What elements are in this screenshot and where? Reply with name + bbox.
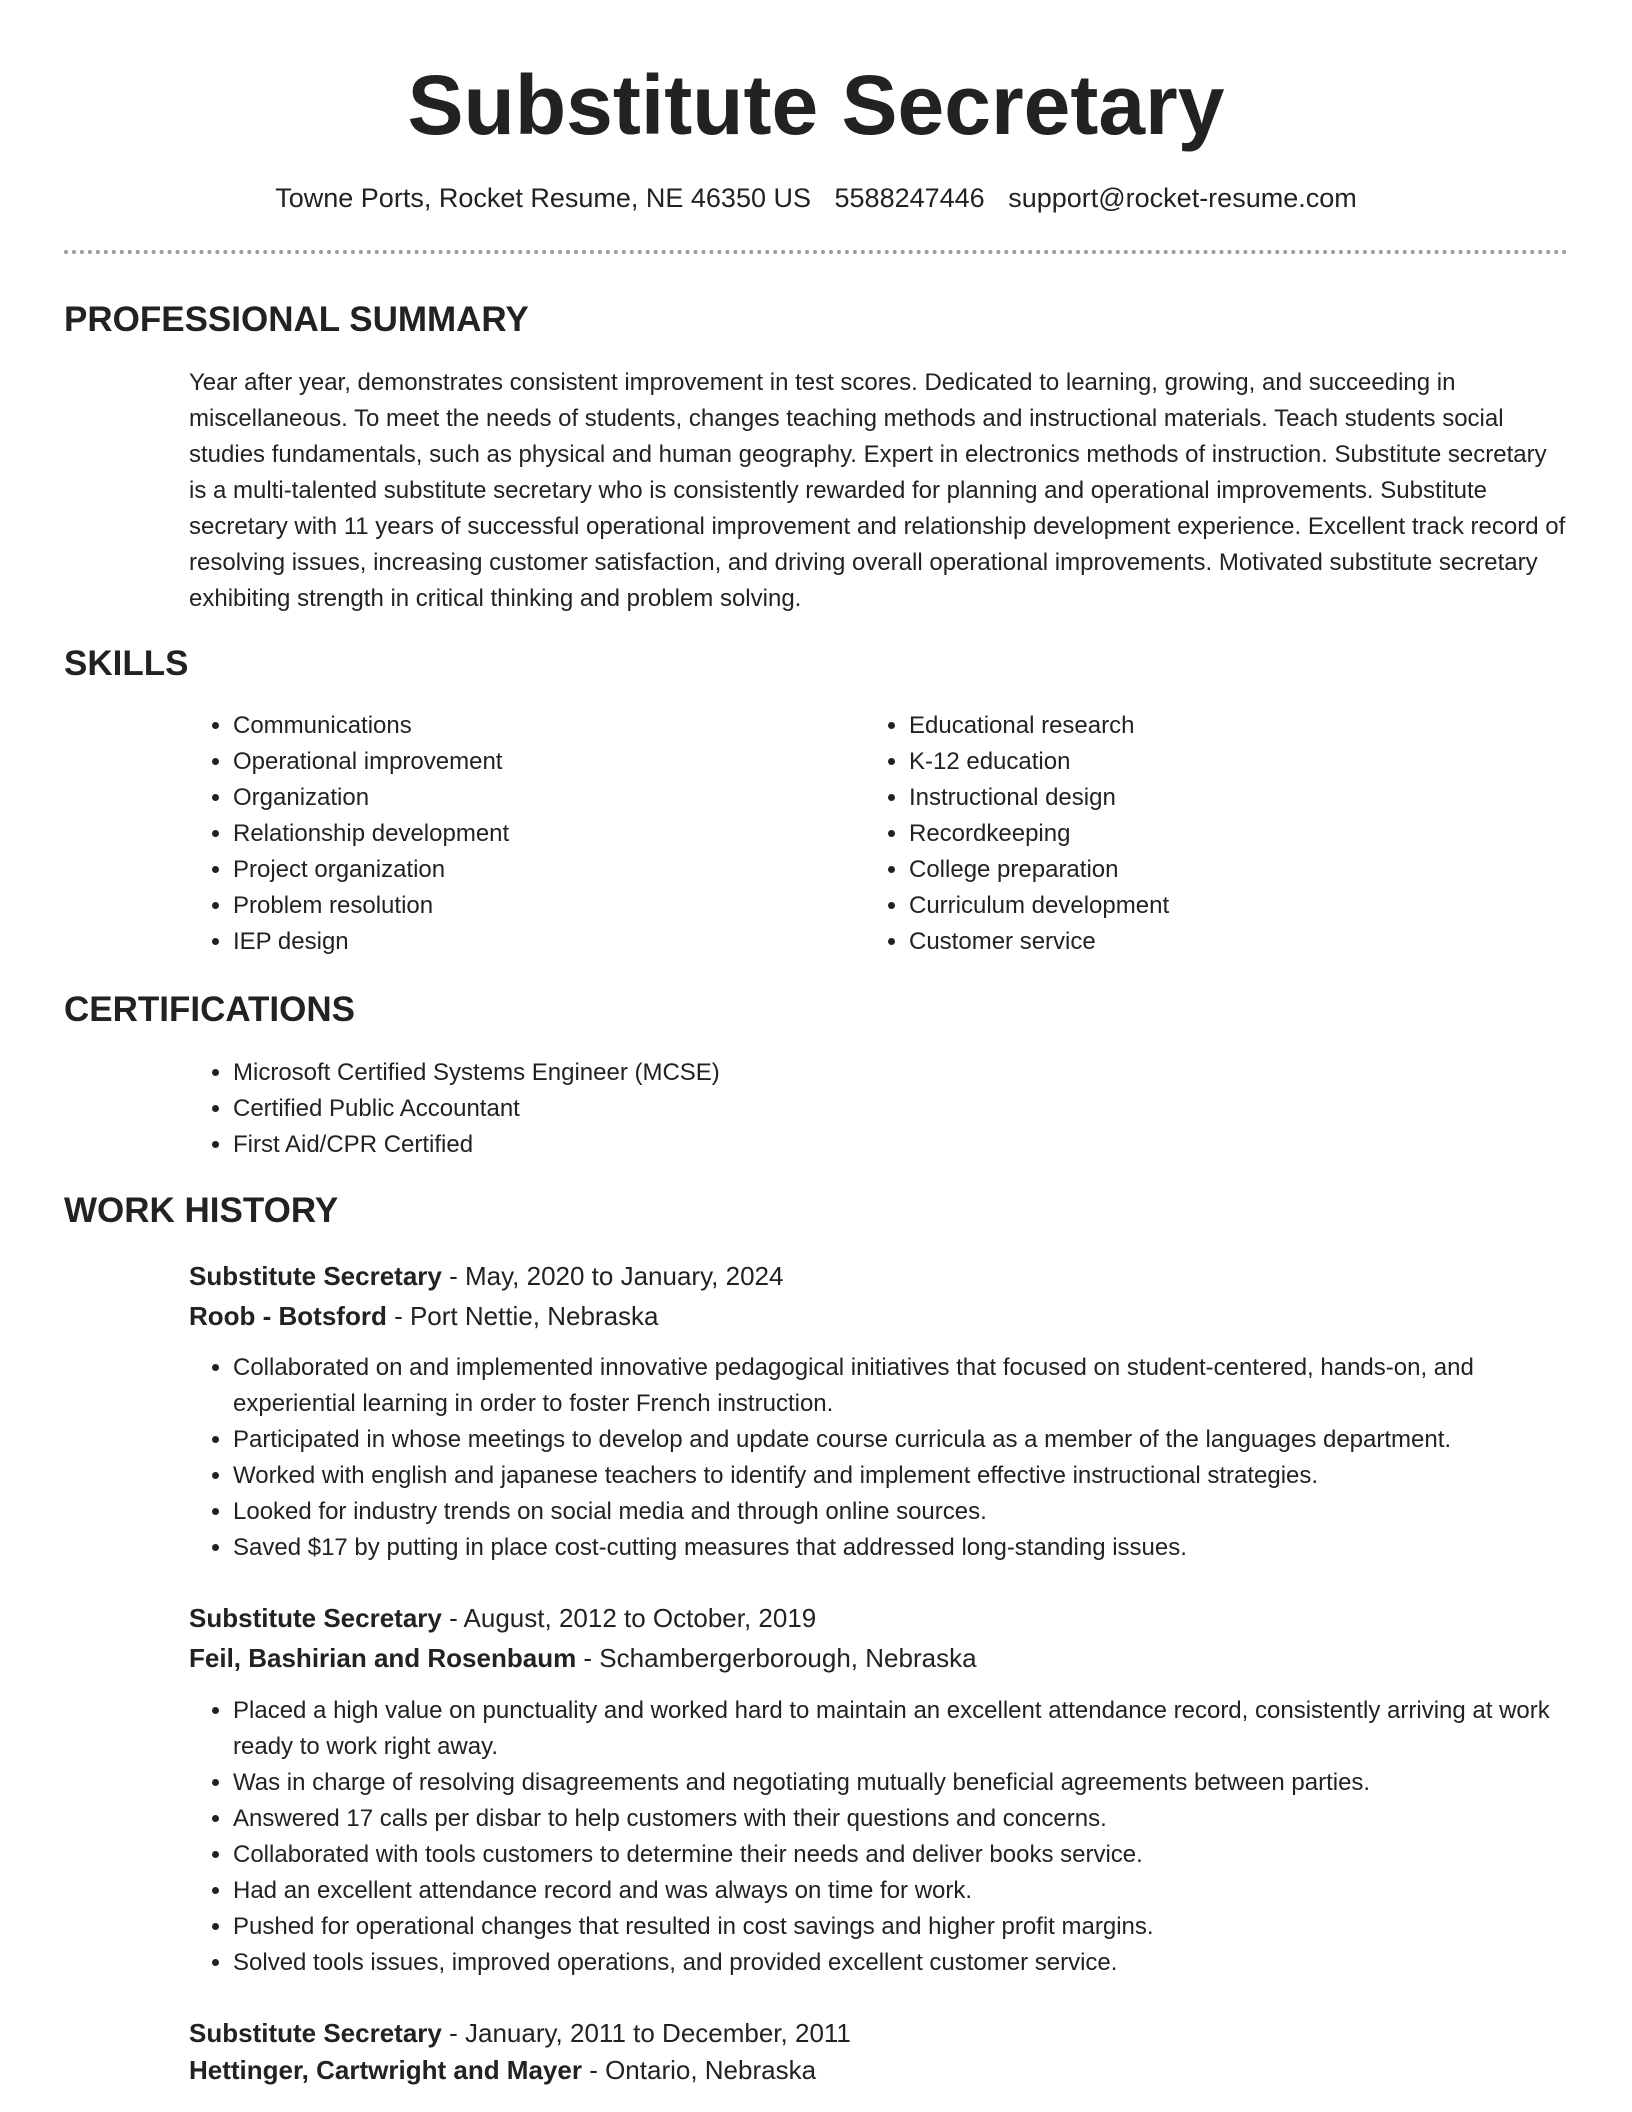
job-company-line (189, 1298, 659, 1334)
job-dates: - January, 2011 to December, 2011 (441, 2018, 851, 2048)
skill-item: • College preparation (909, 852, 1589, 888)
job-title-line (189, 1600, 816, 1636)
certification-item: • Certified Public Accountant (233, 1091, 1533, 1127)
skill-item: • Relationship development (233, 816, 863, 852)
certifications-heading: CERTIFICATIONS (64, 990, 356, 1029)
job-company: Hettinger, Cartwright and Mayer (189, 2055, 582, 2085)
certification-item: • First Aid/CPR Certified (233, 1127, 1533, 1163)
header-divider (64, 250, 1568, 254)
job-bullet: • Looked for industry trends on social media and through online sources. (233, 1494, 1578, 1530)
resume-name: Substitute Secretary (407, 58, 1225, 152)
contact-phone: 5588247446 (834, 183, 985, 213)
job-company: Roob - Botsford (189, 1301, 387, 1331)
skill-item: • IEP design (233, 924, 863, 960)
certifications-list (189, 1055, 1533, 1163)
skill-item: • Organization (233, 780, 863, 816)
job-dates: - August, 2012 to October, 2019 (441, 1603, 817, 1633)
job-bullet: • Answered 17 calls per disbar to help customers with their questions and concerns. (233, 1801, 1578, 1837)
job-title: Substitute Secretary (189, 1603, 442, 1633)
certification-item: • Microsoft Certified Systems Engineer (MCSE) (233, 1055, 1533, 1091)
job-company: Feil, Bashirian and Rosenbaum (189, 1643, 577, 1673)
work-history-heading: WORK HISTORY (64, 1191, 339, 1230)
job-bullets (189, 1350, 1578, 1566)
skill-item: • Educational research (909, 708, 1589, 744)
job-title: Substitute Secretary (189, 1261, 442, 1291)
job-company-line (189, 2052, 816, 2088)
job-dates: - May, 2020 to January, 2024 (441, 1261, 784, 1291)
contact-address: Towne Ports, Rocket Resume, NE 46350 US (275, 183, 811, 213)
skill-item: • Problem resolution (233, 888, 863, 924)
skills-heading: SKILLS (64, 644, 189, 683)
skill-item: • Operational improvement (233, 744, 863, 780)
job-title-line (189, 2015, 851, 2051)
job-bullet: • Pushed for operational changes that resulted in cost savings and higher profit margins. (233, 1909, 1578, 1945)
skill-item: • Curriculum development (909, 888, 1589, 924)
job-bullet: • Placed a high value on punctuality and worked hard to maintain an excellent attendance record, consistently arriving at work ready to work right away. (233, 1693, 1578, 1765)
job-title-line (189, 1258, 783, 1294)
job-title: Substitute Secretary (189, 2018, 442, 2048)
contact-line (0, 180, 1632, 216)
skills-list-right (865, 708, 1589, 960)
job-bullets (189, 1693, 1578, 1981)
job-bullet: • Collaborated on and implemented innovative pedagogical initiatives that focused on student-centered, hands-on, and experiential learning in order to foster French instruction. (233, 1350, 1578, 1422)
summary-heading: PROFESSIONAL SUMMARY (64, 300, 529, 339)
skill-item: • Recordkeeping (909, 816, 1589, 852)
job-bullet: • Worked with english and japanese teachers to identify and implement effective instructional strategies. (233, 1458, 1578, 1494)
skill-item: • K-12 education (909, 744, 1589, 780)
job-bullet: • Was in charge of resolving disagreements and negotiating mutually beneficial agreements between parties. (233, 1765, 1578, 1801)
skill-item: • Project organization (233, 852, 863, 888)
job-bullet: • Solved tools issues, improved operations, and provided excellent customer service. (233, 1945, 1578, 1981)
job-bullet: • Participated in whose meetings to develop and update course curricula as a member of the languages department. (233, 1422, 1578, 1458)
skill-item: • Instructional design (909, 780, 1589, 816)
job-location: - Port Nettie, Nebraska (386, 1301, 659, 1331)
skill-item: • Communications (233, 708, 863, 744)
job-bullet: • Saved $17 by putting in place cost-cutting measures that addressed long-standing issues. (233, 1530, 1578, 1566)
summary-text: Year after year, demonstrates consistent improvement in test scores. Dedicated to learning, growing, and succeeding in miscellaneous. To meet the needs of students, changes teaching methods and instructional materials. Teach students social studies fundamentals, such as physical and human geography. Expert in electronics methods of instruction. Substitute secretary is a multi-talented substitute secretary who is consistently rewarded for planning and operational improvements. Substitute secretary with 11 years of successful operational improvement and relationship development experience. Excellent track record of resolving issues, increasing customer satisfaction, and driving overall operational improvements. Motivated substitute secretary exhibiting strength in critical thinking and problem solving. (189, 369, 1566, 612)
contact-email[interactable]: support@rocket-resume.com (1008, 183, 1357, 213)
job-company-line (189, 1640, 977, 1676)
skills-list-left (189, 708, 863, 960)
job-bullet: • Collaborated with tools customers to determine their needs and deliver books service. (233, 1837, 1578, 1873)
skill-item: • Customer service (909, 924, 1589, 960)
job-bullet: • Had an excellent attendance record and was always on time for work. (233, 1873, 1578, 1909)
job-location: - Schambergerborough, Nebraska (576, 1643, 977, 1673)
job-location: - Ontario, Nebraska (581, 2055, 817, 2085)
